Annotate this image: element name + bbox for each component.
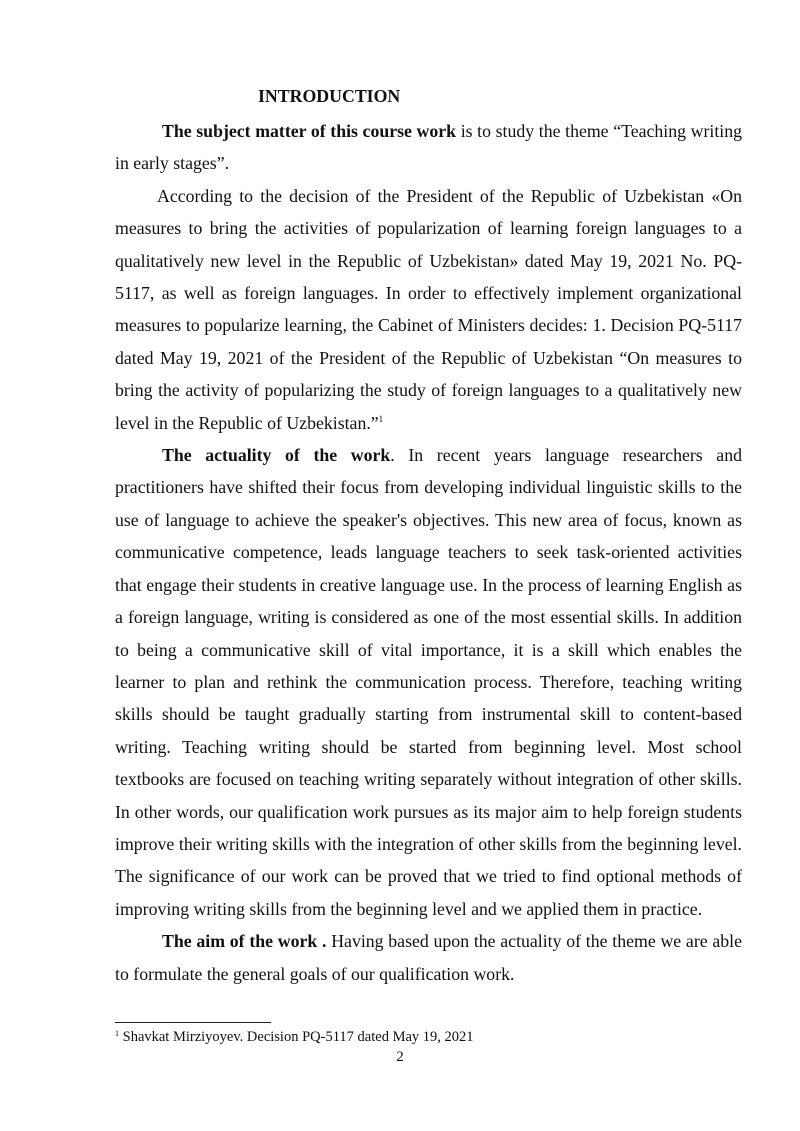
paragraph-lead: The actuality of the work <box>162 445 391 466</box>
paragraph-text: is to study the theme “Teaching writing in early stages”. <box>115 121 742 174</box>
footnote-reference[interactable]: 1 <box>378 413 384 424</box>
page-title: INTRODUCTION <box>258 86 401 106</box>
paragraph-lead: The subject matter of this course work <box>162 121 457 141</box>
body-text <box>115 115 742 990</box>
footnote-text: Shavkat Mirziyoyev. Decision PQ-5117 dated May 19, 2021 <box>119 1029 474 1045</box>
footnote <box>115 1027 745 1047</box>
paragraph-lead: The aim of the work . <box>162 931 327 952</box>
paragraph-aim <box>115 925 742 990</box>
paragraph-text: . In recent years language researchers and practitioners have shifted their focus from developing individual linguistic skills to the use of language to achieve the speaker's objectives. This new area of focus, known as communicative competence, leads language teachers to seek task-oriented activities that engage their students in creative language use. In the process of learning English as a foreign language, writing is considered as one of the most essential skills. In addition to being a communicative skill of vital importance, it is a skill which enables the learner to plan and rethink the communication process. Therefore, teaching writing skills should be taught gradually starting from instrumental skill to content-based writing. Teaching writing should be started from beginning level. Most school textbooks are focused on teaching writing separately without integration of other skills. In other words, our qualification work pursues as its major aim to help foreign students improve their writing skills with the integration of other skills from the beginning level. The significance of our work can be proved that we tried to find optional methods of improving writing skills from the beginning level and we applied them in practice. <box>115 445 742 919</box>
page-number: 2 <box>396 1049 404 1065</box>
footnote-number: 1 <box>115 1029 119 1038</box>
paragraph-actuality <box>115 439 742 925</box>
paragraph-text: According to the decision of the President of the Republic of Uzbekistan «On measures to bring the activities of popularization of learning foreign languages to a qualitatively new level in the Republic of Uzbekistan» dated May 19, 2021 No. PQ-5117, as well as foreign languages. In order to effectively implement organizational measures to popularize learning, the Cabinet of Ministers decides: 1. Decision PQ-5117 dated May 19, 2021 of the President of the Republic of Uzbekistan “On measures to bring the activity of popularizing the study of foreign languages to a qualitatively new level in the Republic of Uzbekistan.” <box>115 185 742 433</box>
paragraph-text: Having based upon the actuality of the theme we are able to formulate the general goals of our qualification work. <box>115 931 742 984</box>
footnote-divider <box>115 1022 271 1023</box>
paragraph-subject <box>115 115 742 180</box>
paragraph-decision <box>115 180 742 439</box>
